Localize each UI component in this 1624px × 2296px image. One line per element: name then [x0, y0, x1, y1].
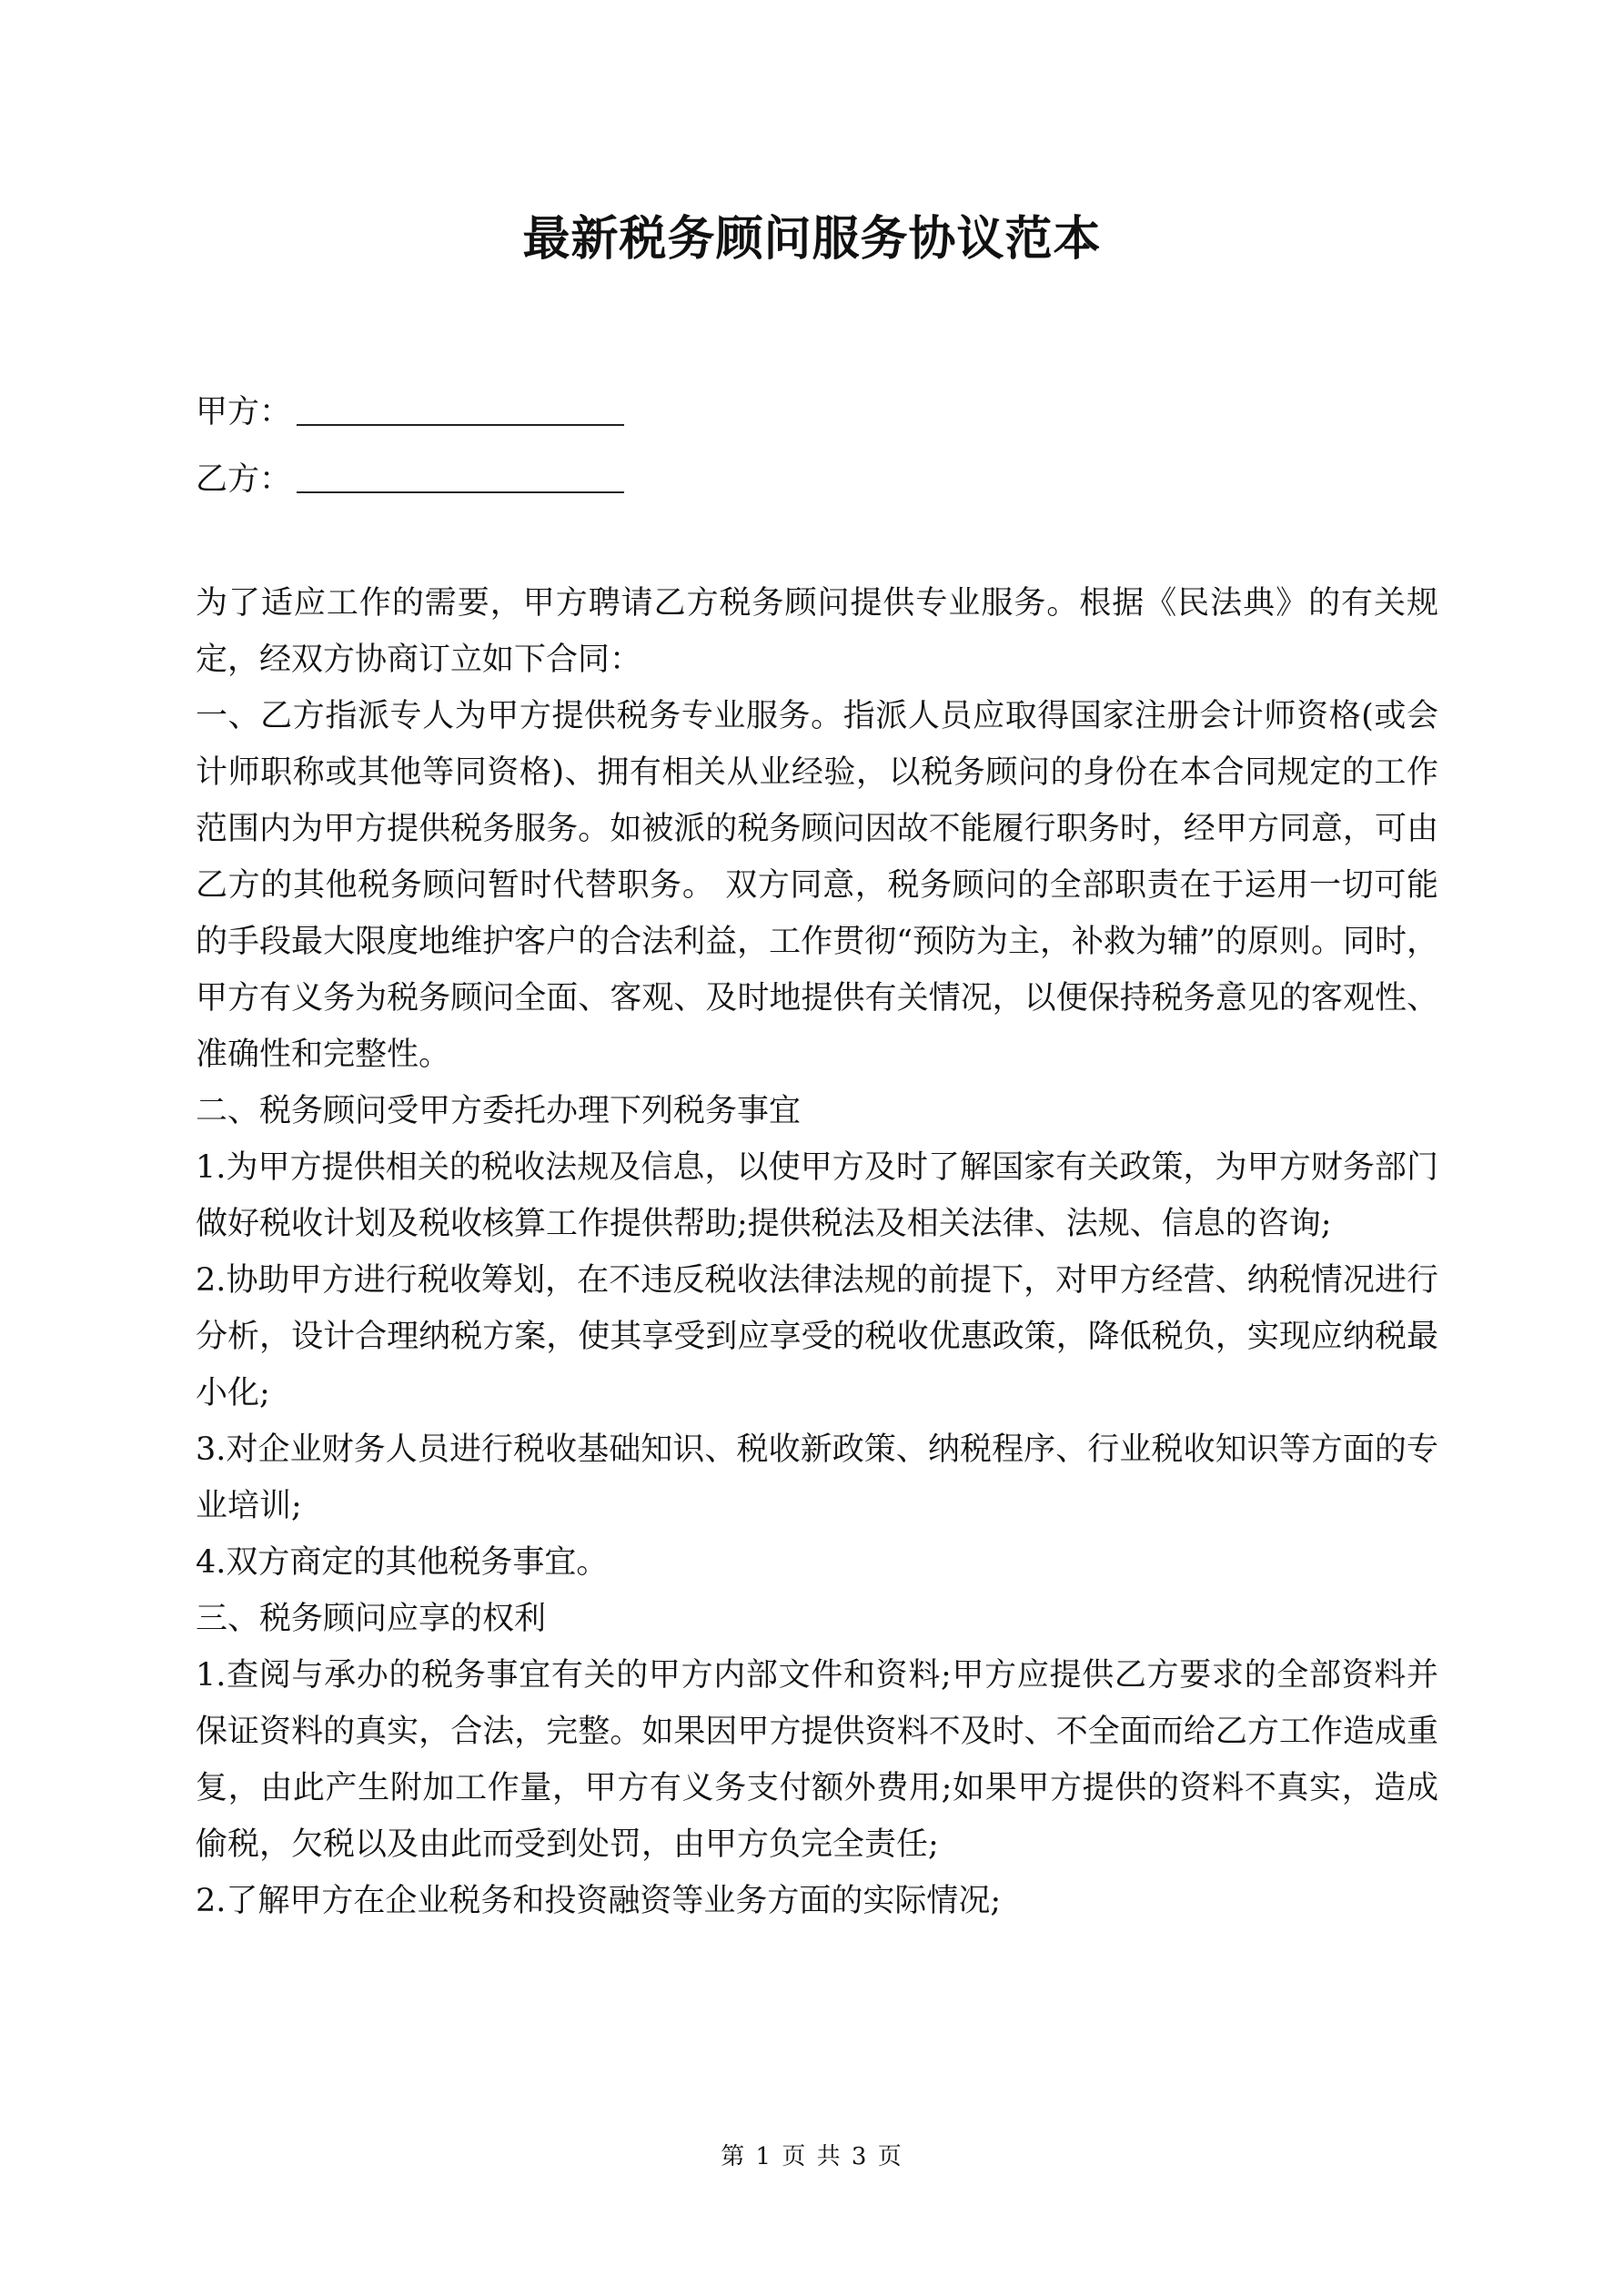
document-title: 最新税务顾问服务协议范本 [522, 211, 1102, 267]
section-3-item-1: 1.查阅与承办的税务事宜有关的甲方内部文件和资料;甲方应提供乙方要求的全部资料并保证资料的真实，合法，完整。如果因甲方提供资料不及时、不全面而给乙方工作造成重复，由此产生附加工作量，甲方有义务支付额外费用;如果甲方提供的资料不真实，造成偷税，欠税以及由此而受到处罚，由甲方负完全责任; [196, 1657, 1438, 1863]
clause-1-paragraph: 一、乙方指派专人为甲方提供税务专业服务。指派人员应取得国家注册会计师资格(或会计师职称或其他等同资格)、拥有相关从业经验，以税务顾问的身份在本合同规定的工作范围内为甲方提供税务服务。如被派的税务顾问因故不能履行职务时，经甲方同意，可由乙方的其他税务顾问暂时代替职务。 双方同意，税务顾问的全部职责在于运用一切可能的手段最大限度地维护客户的合法利益，工作贯彻“预防为主，补救为辅”的原则。同时，甲方有义务为税务顾问全面、客观、及时地提供有关情况，以便保持税务意见的客观性、准确性和完整性。 [196, 698, 1438, 1073]
section-2-heading: 二、税务顾问受甲方委托办理下列税务事宜 [196, 1093, 802, 1129]
party-a-blank [297, 424, 624, 426]
document-body [196, 575, 1438, 1929]
intro-paragraph: 为了适应工作的需要，甲方聘请乙方税务顾问提供专业服务。根据《民法典》的有关规定，经双方协商订立如下合同： [196, 585, 1438, 678]
party-a-label: 甲方： [196, 394, 292, 430]
party-b-blank [297, 491, 624, 493]
page-footer: 第 1 页 共 3 页 [721, 2143, 903, 2170]
section-3-heading: 三、税务顾问应享的权利 [196, 1601, 547, 1637]
section-3-item-2: 2.了解甲方在企业税务和投资融资等业务方面的实际情况; [196, 1883, 1002, 1919]
party-b-line [196, 457, 624, 502]
section-2-item-2: 2.协助甲方进行税收筹划，在不违反税收法律法规的前提下，对甲方经营、纳税情况进行分析，设计合理纳税方案，使其享受到应享受的税收优惠政策，降低税负，实现应纳税最小化; [196, 1262, 1438, 1411]
section-2-item-1: 1.为甲方提供相关的税收法规及信息，以使甲方及时了解国家有关政策，为甲方财务部门做好税收计划及税收核算工作提供帮助;提供税法及相关法律、法规、信息的咨询; [196, 1149, 1438, 1242]
party-b-label: 乙方： [196, 461, 292, 498]
section-2-item-4: 4.双方商定的其他税务事宜。 [196, 1544, 609, 1581]
section-2-item-3: 3.对企业财务人员进行税收基础知识、税收新政策、纳税程序、行业税收知识等方面的专业培训; [196, 1431, 1438, 1524]
party-a-line [196, 389, 624, 435]
